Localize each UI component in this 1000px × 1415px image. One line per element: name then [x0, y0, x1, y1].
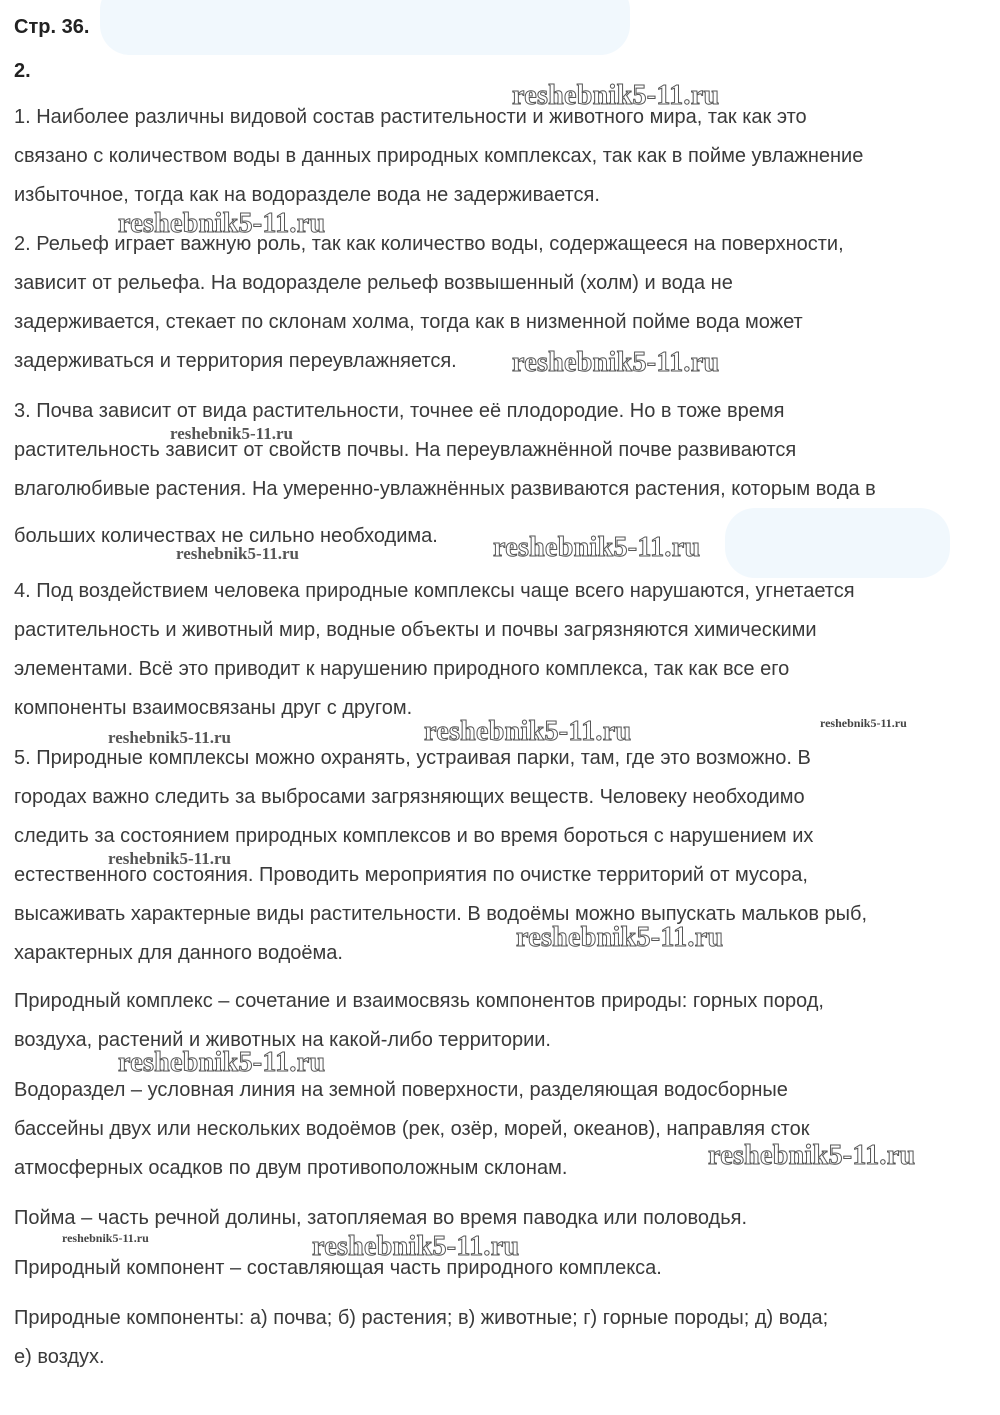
watermark: reshebnik5-11.ru: [108, 728, 231, 747]
watermark: reshebnik5-11.ru: [176, 544, 299, 563]
text-line: естественного состояния. Проводить мероприятия по очистке территорий от мусора,: [14, 864, 808, 886]
watermark: reshebnik5-11.ru: [820, 716, 907, 730]
answer-paragraph-1: [14, 98, 994, 215]
watermark: reshebnik5-11.ru: [512, 80, 720, 111]
text-line: 2. Рельеф играет важную роль, так как количество воды, содержащееся на поверхности,: [14, 233, 844, 255]
page-reference: Стр. 36.: [14, 16, 90, 38]
text-line: бассейны двух или нескольких водоёмов (рек, озёр, морей, океанов), направляя сток: [14, 1118, 810, 1140]
text-line: задерживаться и территория переувлажняется.: [14, 350, 457, 372]
text-line: высаживать характерные виды растительности. В водоёмы можно выпускать мальков рыб,: [14, 903, 868, 925]
watermark: reshebnik5-11.ru: [118, 1047, 326, 1078]
answer-paragraph-2: [14, 225, 994, 381]
watermark: reshebnik5-11.ru: [170, 424, 293, 443]
natural-components-list: [14, 1299, 994, 1377]
text-line: городах важно следить за выбросами загрязняющих веществ. Человеку необходимо: [14, 786, 805, 808]
text-line: зависит от рельефа. На водоразделе рельеф возвышенный (холм) и вода не: [14, 272, 733, 294]
watermark: reshebnik5-11.ru: [118, 208, 326, 239]
text-line: Водораздел – условная линия на земной поверхности, разделяющая водосборные: [14, 1079, 788, 1101]
watermark: reshebnik5-11.ru: [424, 716, 632, 747]
text-line: воздуха, растений и животных на какой-либо территории.: [14, 1029, 551, 1051]
watermark: reshebnik5-11.ru: [512, 347, 720, 378]
watermark: reshebnik5-11.ru: [312, 1231, 520, 1262]
watermark: reshebnik5-11.ru: [108, 849, 231, 868]
text-line: следить за состоянием природных комплексов и во время бороться с нарушением их: [14, 825, 814, 847]
text-line: элементами. Всё это приводит к нарушению природного комплекса, так как все его: [14, 658, 790, 680]
text-line: Природный комплекс – сочетание и взаимосвязь компонентов природы: горных пород,: [14, 990, 824, 1012]
text-line: 1. Наиболее различны видовой состав растительности и животного мира, так как это: [14, 106, 807, 128]
text-line: Природный компонент – составляющая часть природного комплекса.: [14, 1257, 662, 1279]
text-line: характерных для данного водоёма.: [14, 942, 343, 964]
watermark: reshebnik5-11.ru: [62, 1231, 149, 1245]
watermark: reshebnik5-11.ru: [493, 532, 701, 563]
text-line: 5. Природные комплексы можно охранять, устраивая парки, там, где это возможно. В: [14, 747, 811, 769]
text-line: связано с количеством воды в данных природных комплексах, так как в пойме увлажнение: [14, 145, 864, 167]
text-line: избыточное, тогда как на водоразделе вода не задерживается.: [14, 184, 600, 206]
text-line: Природные компоненты: а) почва; б) растения; в) животные; г) горные породы; д) вода;: [14, 1307, 829, 1329]
text-line: растительность зависит от свойств почвы. На переувлажнённой почве развиваются: [14, 439, 797, 461]
text-line: влаголюбивые растения. На умеренно-увлажнённых развиваются растения, которым вода в: [14, 478, 876, 500]
text-line: растительность и животный мир, водные объекты и почвы загрязняются химическими: [14, 619, 817, 641]
background-highlight: [100, 0, 630, 55]
text-line: е) воздух.: [14, 1346, 105, 1368]
text-line: атмосферных осадков по двум противоположным склонам.: [14, 1157, 568, 1179]
text-line: компоненты взаимосвязаны друг с другом.: [14, 697, 413, 719]
task-number: 2.: [14, 60, 31, 82]
text-line: больших количествах не сильно необходима.: [14, 525, 438, 547]
text-line: Пойма – часть речной долины, затопляемая во время паводка или половодья.: [14, 1207, 748, 1229]
answer-paragraph-4: [14, 572, 994, 728]
text-line: 3. Почва зависит от вида растительности, точнее её плодородие. Но в тоже время: [14, 400, 785, 422]
text-line: 4. Под воздействием человека природные комплексы чаще всего нарушаются, угнетается: [14, 580, 855, 602]
text-line: задерживается, стекает по склонам холма, тогда как в низменной пойме вода может: [14, 311, 803, 333]
watermark: reshebnik5-11.ru: [708, 1140, 916, 1171]
watermark: reshebnik5-11.ru: [516, 922, 724, 953]
